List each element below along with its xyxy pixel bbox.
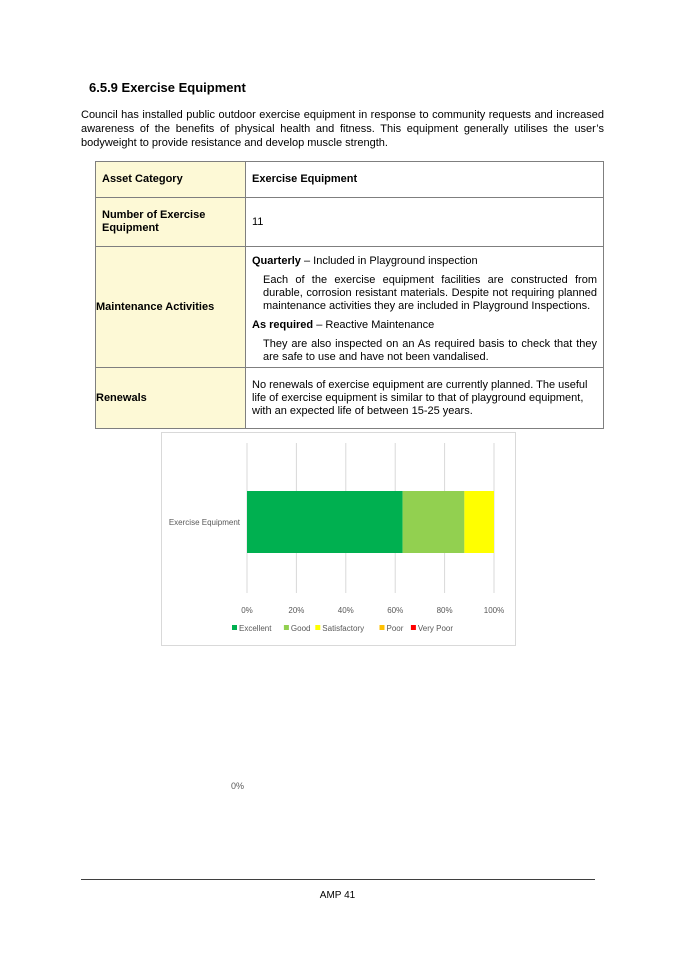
x-tick-label: 40%	[337, 606, 354, 615]
table-row	[96, 162, 604, 198]
legend-label: Poor	[386, 624, 404, 633]
row-label: Maintenance Activities	[96, 247, 246, 368]
asrequired-subtitle: – Reactive Maintenance	[313, 319, 435, 331]
legend-swatch	[232, 625, 237, 630]
bar-segment-satisfactory	[464, 491, 494, 553]
x-tick-label: 80%	[436, 606, 453, 615]
intro-paragraph: Council has installed public outdoor exercise equipment in response to community requests and increased awareness of the benefits of physical health and fitness. This equipment generally utilises the user’s bodyweight to provide resistance and develop muscle strength.	[81, 109, 604, 149]
row-label: Number of Exercise Equipment	[96, 198, 246, 247]
quarterly-title: Quarterly	[252, 255, 301, 267]
asrequired-title: As required	[252, 319, 314, 331]
section-heading: 6.5.9 Exercise Equipment	[89, 80, 246, 95]
legend-swatch	[284, 625, 289, 630]
table-row	[96, 247, 604, 368]
x-tick-label: 60%	[387, 606, 404, 615]
x-tick-label: 0%	[241, 606, 253, 615]
bar-segment-good	[403, 491, 465, 553]
quarterly-subtitle: – Included in Playground inspection	[300, 255, 478, 267]
row-value: No renewals of exercise equipment are currently planned. The useful life of exercise equipment is similar to that of playground equipment, with an expected life of between 15-25 years.	[246, 368, 604, 429]
stray-axis-label: 0%	[231, 781, 245, 791]
maintenance-cell	[246, 247, 604, 368]
legend-label: Good	[290, 624, 311, 633]
y-category-label: Exercise Equipment	[168, 518, 240, 527]
condition-chart	[161, 432, 516, 646]
row-value: 11	[246, 198, 604, 247]
bar-segment-excellent	[247, 491, 403, 553]
table-row	[96, 368, 604, 429]
row-label: Renewals	[96, 368, 246, 429]
legend-swatch	[411, 625, 416, 630]
x-tick-label: 20%	[288, 606, 305, 615]
asset-table	[95, 161, 604, 429]
legend-swatch	[315, 625, 320, 630]
footer-rule	[81, 879, 595, 880]
table-row	[96, 198, 604, 247]
x-tick-label: 100%	[483, 606, 505, 615]
legend-swatch	[380, 625, 385, 630]
chart-svg	[162, 433, 515, 645]
quarterly-text: Each of the exercise equipment facilities are constructed from durable, corrosion resistant materials. Despite not requiring planned maintenance activities they are included in Playground Inspections.	[263, 274, 597, 312]
row-label: Asset Category	[96, 162, 246, 198]
row-value: Exercise Equipment	[246, 162, 604, 198]
asrequired-text: They are also inspected on an As required basis to check that they are safe to use and have not been vandalised.	[263, 338, 597, 363]
legend-label: Satisfactory	[322, 624, 365, 633]
legend-label: Excellent	[239, 624, 272, 633]
page-number: AMP 41	[319, 890, 356, 901]
legend-label: Very Poor	[417, 624, 454, 633]
